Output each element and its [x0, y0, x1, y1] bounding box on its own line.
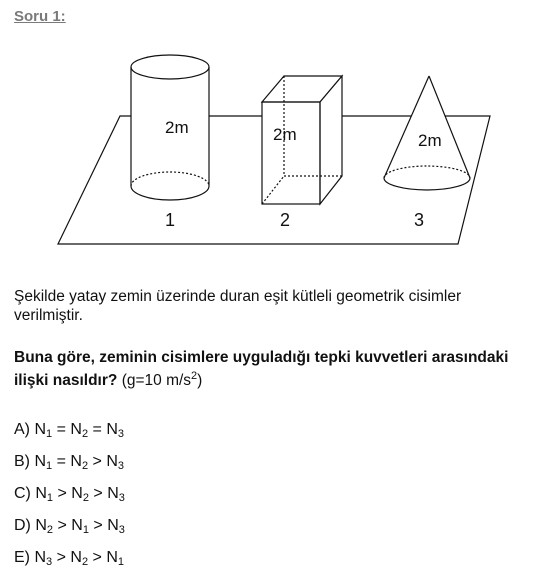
question-figure — [0, 0, 548, 260]
figure-number-1: 1 — [165, 210, 176, 230]
prism-height-label: 2m — [273, 125, 297, 144]
question-note: (g=10 $m/s^2$) — [121, 370, 203, 389]
figure-number-2: 2 — [280, 210, 291, 230]
option-d[interactable]: D) $N_2 > N_1 > N_3$ — [14, 517, 125, 536]
question-stem-bold: Buna göre, zeminin cisimlere uyguladığı tepki kuvvetleri arasındaki ilişki nasıldır? — [14, 349, 509, 389]
cylinder-height-label: 2m — [165, 118, 189, 137]
option-a[interactable]: A) $N_1 = N_2 = N_3$ — [14, 421, 125, 440]
option-e[interactable]: E) $N_3 > N_2 > N_1$ — [14, 549, 125, 568]
cylinder-top — [131, 55, 209, 79]
question-description: Şekilde yatay zemin üzerinde duran eşit kütleli geometrik cisimler verilmiştir. — [14, 288, 462, 324]
answer-options — [14, 420, 314, 580]
question-stem — [14, 348, 534, 390]
prism-front — [262, 102, 320, 204]
question-title: Soru 1: — [14, 8, 66, 25]
cone-body — [384, 76, 470, 178]
figure-number-3: 3 — [414, 210, 425, 230]
option-c[interactable]: C) $N_1 > N_2 > N_3$ — [14, 485, 125, 504]
cone-height-label: 2m — [418, 131, 442, 150]
option-b[interactable]: B) $N_1 = N_2 > N_3$ — [14, 453, 125, 472]
